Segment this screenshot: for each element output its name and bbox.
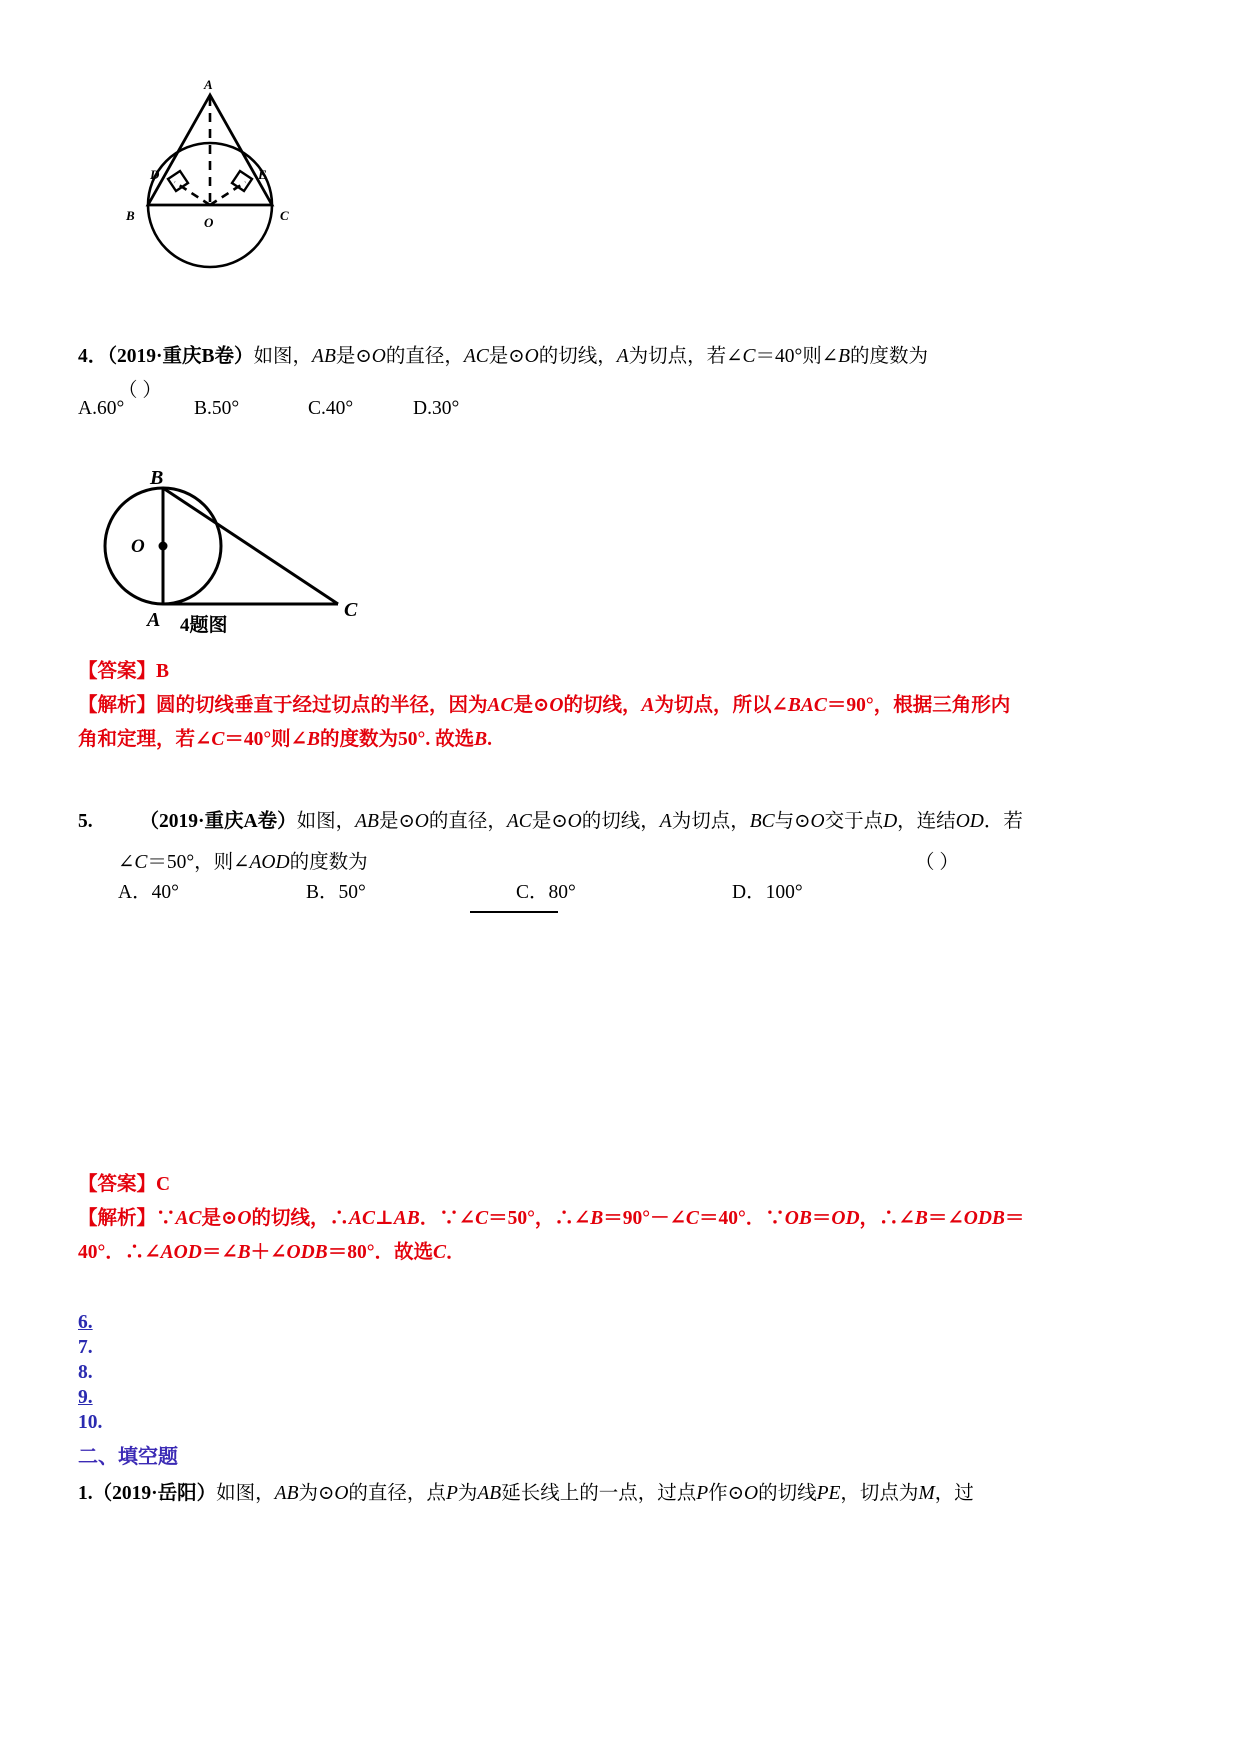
section2-question1-text: 如图，AB为⊙O的直径，点P为AB延长线上的一点，过点P作⊙O的切线PE，切点为M，过 (216, 1483, 974, 1504)
question4-answer (78, 655, 169, 689)
question4-option-d[interactable]: D.30° (413, 398, 460, 419)
question5-stem-text: 如图，AB是⊙O的直径，AC是⊙O的切线，A为切点，BC与⊙O交于点D，连结OD．若 (296, 811, 1023, 832)
question5-options (118, 876, 918, 906)
section2-question1-source: （2019·岳阳） (92, 1483, 217, 1504)
question5-source: （2019·重庆A卷） (139, 811, 297, 832)
question5-answer-parens (915, 846, 959, 880)
solution-text-line1: ∵AC是⊙O的切线，∴AC⊥AB．∵∠C＝50°，∴∠B＝90°－∠C＝40°．∵OB＝OD，∴∠B＝∠ODB＝ (156, 1208, 1025, 1229)
section2-question1-stem (78, 1477, 974, 1511)
dashed-radius-oe (210, 182, 246, 205)
question5-stem-line1 (78, 805, 1023, 839)
answer-label: 【答案】 (78, 661, 157, 682)
solution-text-line1: 圆的切线垂直于经过切点的半径，因为AC是⊙O的切线，A为切点，所以∠BAC＝90°，根据三角形内 (156, 695, 1011, 716)
question4-stem-line1 (78, 340, 928, 374)
question5-option-a[interactable]: A．40° (118, 882, 179, 903)
question5-stem-text2: ∠C＝50°，则∠AOD的度数为 (118, 852, 368, 873)
center-point-o (159, 542, 168, 551)
label-c: C (280, 208, 289, 223)
question4-source: （2019·重庆B卷） (107, 346, 254, 367)
question5-solution-line1 (78, 1202, 1024, 1236)
list-item-8[interactable]: 8. (78, 1362, 93, 1383)
solution-text-line2: 40°．∴∠AOD＝∠B＋∠ODB＝80°．故选C． (78, 1242, 466, 1263)
solution-label: 【解析】 (78, 695, 157, 716)
list-item-6[interactable]: 6. (78, 1312, 93, 1333)
figure-incircle-svg (90, 75, 390, 315)
label-a: A (204, 77, 213, 92)
question4-number: 4． (78, 346, 108, 367)
question5-option-b[interactable]: B．50° (306, 882, 366, 903)
question5-option-c[interactable]: C．80° (516, 882, 576, 903)
question5-number: 5. (78, 811, 93, 832)
list-item-7[interactable]: 7. (78, 1337, 93, 1358)
answer-label: 【答案】 (78, 1174, 157, 1195)
solution-text-line2: 角和定理，若∠C＝40°则∠B的度数为50°. 故选B. (78, 729, 492, 750)
solution-label: 【解析】 (78, 1208, 157, 1229)
answer-value: B (156, 661, 170, 682)
figure-question4-caption: 4题图 (180, 615, 228, 636)
question4-solution-line1 (78, 689, 1010, 723)
question4-option-a[interactable]: A.60° (78, 398, 125, 419)
question5-stem-line2 (118, 846, 368, 880)
question4-parens: （ ） (118, 380, 162, 401)
question5-option-d[interactable]: D．100° (732, 882, 803, 903)
question5-parens: （ ） (915, 852, 959, 873)
list-item-9[interactable]: 9. (78, 1387, 93, 1408)
label-b: B (150, 470, 164, 489)
figure-question4 (95, 470, 385, 630)
dashed-radius-od (175, 182, 211, 205)
question5-answer (78, 1168, 170, 1202)
section-heading-fill-in-blanks: 二、填空题 (78, 1446, 178, 1468)
question4-solution-line2 (78, 723, 492, 757)
figure-incircle-triangle (90, 75, 390, 315)
label-o: O (204, 215, 214, 230)
segment-bc (163, 488, 338, 604)
section2-question1-number: 1. (78, 1483, 93, 1504)
question4-option-c[interactable]: C.40° (308, 398, 354, 419)
question5-selected-underline (470, 911, 558, 913)
question4-option-b[interactable]: B.50° (194, 398, 240, 419)
question4-stem-text: 如图，AB是⊙O的直径，AC是⊙O的切线，A为切点，若∠C＝40°则∠B的度数为 (253, 346, 929, 367)
answer-value: C (156, 1174, 171, 1195)
label-c: C (344, 599, 358, 621)
question4-options (78, 398, 578, 426)
question5-solution-line2 (78, 1236, 466, 1270)
label-b: B (126, 208, 135, 223)
label-e: E (258, 167, 267, 182)
list-item-10[interactable]: 10. (78, 1412, 103, 1433)
label-o: O (131, 536, 145, 557)
label-d: D (150, 167, 160, 182)
label-a: A (147, 609, 161, 630)
figure-question4-svg (95, 470, 385, 630)
